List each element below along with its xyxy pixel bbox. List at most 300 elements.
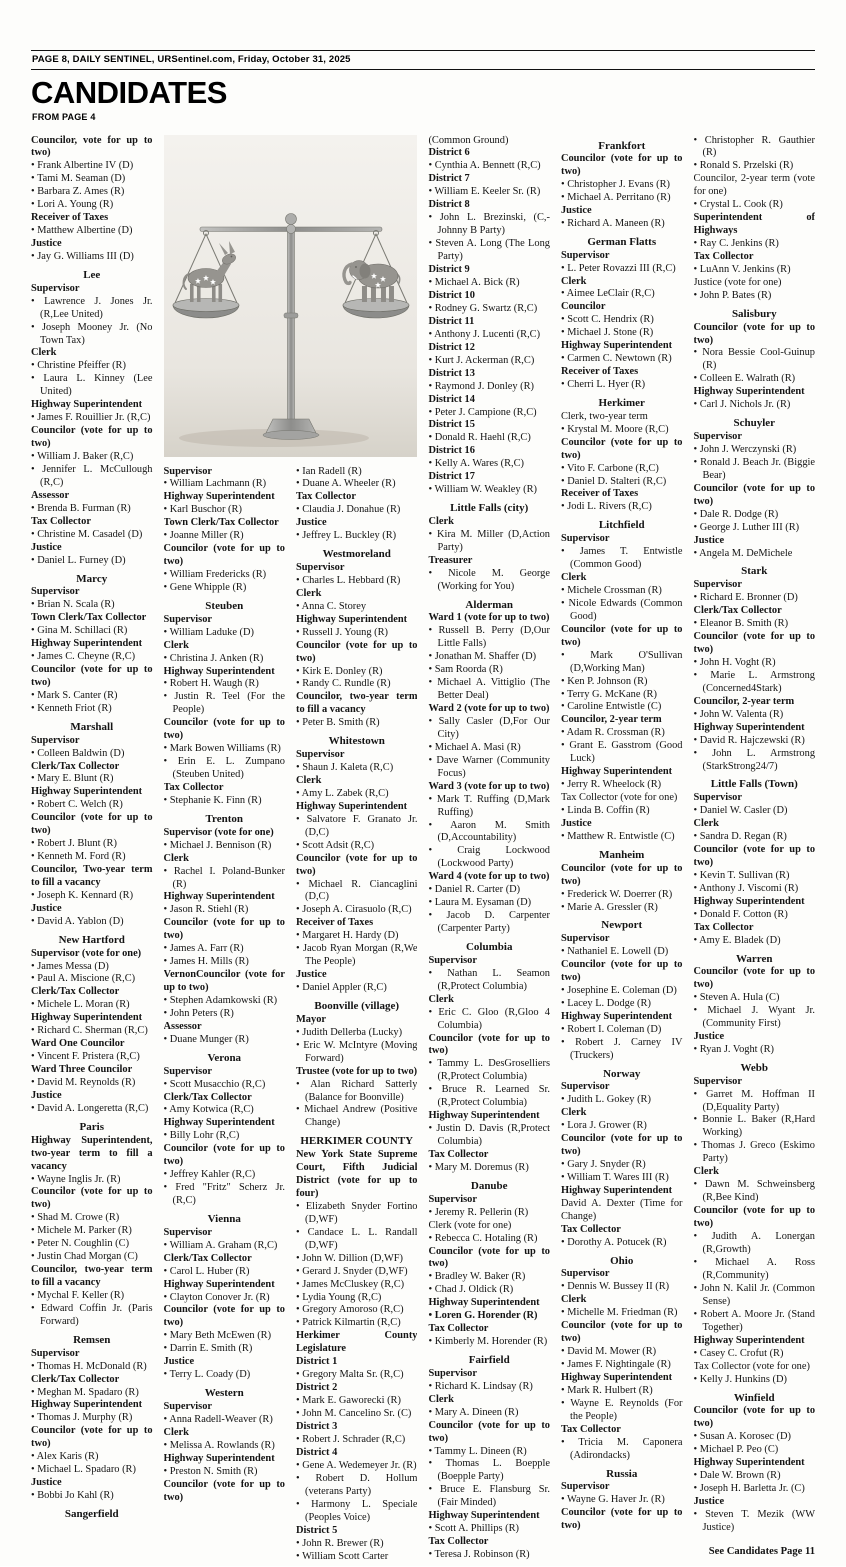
- candidate-name: Mychal F. Keller (R): [37, 1290, 125, 1302]
- office-header: Clerk: [428, 1393, 454, 1405]
- candidate-name: Chad J. Oldick (R): [434, 1284, 514, 1296]
- candidate-entry: [296, 1079, 417, 1105]
- candidate-entry: [164, 1169, 285, 1182]
- town-header: Newport: [601, 919, 643, 932]
- bullet-icon: •: [31, 412, 38, 424]
- candidate-name: Judith A. Lonergan (R,Growth): [702, 1231, 815, 1256]
- office-header: Councilor, 2-year term: [560, 714, 662, 726]
- office-header: Councilor (vote for up to two): [31, 425, 153, 450]
- candidate-entry: [561, 327, 683, 340]
- candidate-name: Lydia Young (R,C): [302, 1291, 382, 1303]
- bullet-icon: •: [31, 1451, 37, 1463]
- candidate-name: Scott Adsit (R,C): [302, 839, 375, 851]
- bullet-icon: •: [693, 134, 705, 146]
- candidate-name: John W. Dillion (D,WF): [302, 1252, 403, 1264]
- office-header: Assessor: [163, 1021, 202, 1032]
- candidate-name: David R. Hajczewski (R): [699, 734, 805, 746]
- candidate-entry: [428, 820, 550, 846]
- candidate-entry: [31, 199, 153, 212]
- candidate-entry: [428, 1446, 550, 1459]
- bullet-icon: •: [560, 475, 568, 487]
- bullet-icon: •: [296, 574, 303, 586]
- bullet-icon: •: [31, 1225, 38, 1237]
- bullet-icon: •: [428, 1406, 435, 1418]
- office-header: Ward Three Councilor: [31, 1064, 133, 1076]
- candidate-name: Sally Casler (D,For Our City): [437, 715, 550, 740]
- candidate-entry: [296, 717, 417, 730]
- bullet-icon: •: [296, 787, 302, 799]
- bullet-icon: •: [296, 1498, 312, 1510]
- bullet-icon: •: [296, 478, 303, 490]
- bullet-icon: •: [163, 1130, 170, 1142]
- office-header: Justice: [31, 1477, 62, 1489]
- candidate-name: Paul A. Miscione (R,C): [37, 973, 136, 985]
- office-header: Councilor (vote for up to two): [693, 1405, 815, 1430]
- candidate-entry: [31, 373, 153, 399]
- bullet-icon: •: [560, 262, 568, 274]
- candidate-name: Marie L. Armstrong (Concerned4Stark): [702, 669, 815, 694]
- candidate-entry: [428, 1407, 550, 1420]
- candidate-entry: [694, 992, 816, 1005]
- bullet-icon: •: [31, 1360, 38, 1372]
- bullet-icon: •: [31, 1386, 38, 1398]
- candidate-entry: [31, 1225, 153, 1238]
- bullet-icon: •: [296, 1226, 308, 1238]
- bullet-icon: •: [693, 399, 700, 411]
- bullet-icon: •: [296, 1395, 303, 1407]
- candidate-name: Randy C. Rundle (R): [302, 678, 391, 690]
- town-header: Sangerfield: [64, 1508, 119, 1521]
- bullet-icon: •: [163, 569, 170, 581]
- candidate-name: Scott C. Hendrix (R): [567, 314, 654, 326]
- bullet-icon: •: [693, 734, 700, 746]
- bullet-icon: •: [296, 1078, 311, 1090]
- bullet-icon: •: [163, 652, 170, 664]
- candidate-name: Margaret H. Hardy (D): [302, 930, 399, 942]
- bullet-icon: •: [31, 1464, 38, 1476]
- bullet-icon: •: [428, 212, 440, 224]
- candidate-name: Dorothy A. Potucek (R): [567, 1236, 667, 1248]
- candidate-name: Robert A. Moore Jr. (Stand Together): [700, 1308, 815, 1333]
- bullet-icon: •: [31, 199, 38, 211]
- candidate-name: Anthony J. Viscomi (R): [699, 882, 799, 894]
- candidate-entry: [694, 618, 816, 631]
- candidate-entry: [164, 1182, 285, 1208]
- bullet-icon: •: [693, 508, 700, 520]
- office-header: Councilor (vote for up to two): [560, 862, 683, 887]
- column-5: [561, 135, 683, 1567]
- candidate-entry: [31, 251, 153, 264]
- bullet-icon: •: [163, 943, 170, 955]
- candidate-name: Wayne Inglis Jr. (R): [37, 1173, 121, 1185]
- office-header: Supervisor: [560, 249, 610, 261]
- candidate-entry: [561, 218, 683, 231]
- candidate-entry: [694, 831, 816, 844]
- candidate-entry: [428, 1233, 550, 1246]
- candidate-entry: [561, 831, 683, 844]
- bullet-icon: •: [428, 406, 435, 418]
- candidate-name: Alex Karis (R): [36, 1451, 99, 1463]
- candidate-name: Kenneth Friot (R): [37, 702, 112, 714]
- office-header: Clerk: [163, 852, 189, 864]
- candidate-name: James Messa (D): [37, 960, 109, 972]
- office-header: Justice: [296, 969, 327, 981]
- office-header: VernonCouncilor (vote for up to two): [163, 969, 285, 994]
- page-title: CANDIDATES: [31, 74, 227, 110]
- candidate-entry: [31, 1490, 153, 1503]
- bullet-icon: •: [296, 1459, 303, 1471]
- bullet-icon: •: [296, 1434, 303, 1446]
- bullet-icon: •: [31, 1212, 38, 1224]
- candidate-entry: [164, 1343, 285, 1356]
- candidate-name: Kenneth M. Ford (R): [37, 851, 126, 863]
- office-header: Councilor (vote for up to two): [163, 1478, 285, 1503]
- candidate-entry: [164, 840, 285, 853]
- office-header: Ward 4 (vote for up to two): [428, 871, 550, 883]
- candidate-entry: [694, 1444, 816, 1457]
- bullet-icon: •: [296, 943, 303, 955]
- candidate-entry: [428, 884, 550, 897]
- office-header: Ward 2 (vote for up to two): [428, 702, 550, 714]
- office-header: Councilor: [560, 301, 606, 313]
- bullet-icon: •: [428, 1458, 446, 1470]
- candidate-entry: [31, 1387, 153, 1400]
- candidate-name: William J. Baker (R,C): [37, 451, 134, 463]
- town-header: Norway: [603, 1067, 641, 1080]
- office-header: Supervisor: [428, 954, 477, 966]
- candidate-entry: [694, 748, 816, 774]
- candidate-name: John J. Werczynski (R): [699, 443, 797, 455]
- candidate-entry: [31, 529, 153, 542]
- candidate-name: Ray C. Jenkins (R): [699, 238, 779, 250]
- candidate-name: Colleen Baldwin (D): [37, 747, 125, 759]
- town-header: Ohio: [610, 1254, 634, 1267]
- candidate-name: Joseph Mooney Jr. (No Town Tax): [40, 321, 153, 346]
- bullet-icon: •: [296, 717, 303, 729]
- bullet-icon: •: [693, 547, 700, 559]
- candidate-entry: [428, 677, 550, 703]
- text-line: David A. Dexter (Time for Change): [560, 1197, 683, 1222]
- candidate-name: David M. Reynolds (R): [37, 1077, 136, 1089]
- bullet-icon: •: [693, 1256, 716, 1268]
- candidate-entry: [428, 329, 550, 342]
- candidate-entry: [31, 1212, 153, 1225]
- office-header: Highway Superintendent: [560, 1184, 673, 1196]
- bullet-icon: •: [560, 179, 568, 191]
- candidate-name: Carl J. Nichols Jr. (R): [699, 399, 791, 411]
- candidate-entry: [561, 179, 683, 192]
- bullet-icon: •: [296, 813, 307, 825]
- candidate-entry: [561, 805, 683, 818]
- candidate-entry: [31, 973, 153, 986]
- candidate-entry: [694, 1257, 816, 1283]
- town-header: Manheim: [599, 848, 645, 861]
- candidate-name: Mark S. Canter (R): [37, 690, 118, 701]
- candidate-entry: [561, 1172, 683, 1185]
- office-header: Councilor (vote for up to two): [560, 436, 683, 461]
- bullet-icon: •: [31, 960, 38, 972]
- candidate-name: Richard K. Lindsay (R): [434, 1380, 533, 1392]
- bullet-icon: •: [296, 465, 303, 477]
- candidate-entry: [561, 1346, 683, 1359]
- office-header: District 4: [296, 1446, 338, 1458]
- bullet-icon: •: [428, 1523, 435, 1535]
- office-header: Town Clerk/Tax Collector: [163, 517, 279, 529]
- bullet-icon: •: [296, 1304, 303, 1316]
- candidate-name: Justin D. Davis (R,Protect Columbia): [436, 1123, 550, 1148]
- candidate-name: Teresa J. Robinson (R): [434, 1549, 530, 1561]
- candidate-name: Mary A. Dineen (R): [434, 1406, 519, 1418]
- text-line: Councilor, 2-year term (vote for one): [693, 173, 815, 198]
- office-header: Councilor (vote for up to two): [31, 1186, 153, 1211]
- office-header: Clerk/Tax Collector: [31, 1373, 120, 1385]
- candidate-entry: [561, 727, 683, 740]
- candidate-name: Scott Musacchio (R,C): [169, 1078, 266, 1090]
- candidate-entry: [428, 664, 550, 677]
- candidate-name: Laura M. Eysaman (D): [434, 897, 532, 909]
- bullet-icon: •: [693, 1140, 702, 1152]
- office-header: Supervisor: [560, 1081, 610, 1093]
- bullet-icon: •: [693, 199, 700, 211]
- office-header: Receiver of Taxes: [560, 366, 639, 378]
- bullet-icon: •: [31, 851, 38, 863]
- candidate-entry: [694, 1114, 816, 1140]
- candidate-name: Colleen E. Walrath (R): [699, 373, 796, 385]
- bullet-icon: •: [163, 1182, 176, 1194]
- candidate-name: Michael A. Bick (R): [434, 276, 520, 288]
- bullet-icon: •: [693, 1005, 708, 1017]
- candidate-entry: [428, 186, 550, 199]
- candidate-entry: [31, 1025, 153, 1038]
- candidate-name: Anna C. Storey: [301, 600, 367, 612]
- bullet-icon: •: [31, 1173, 38, 1185]
- bullet-icon: •: [163, 1291, 170, 1303]
- bullet-icon: •: [693, 831, 700, 842]
- bullet-icon: •: [693, 1431, 700, 1443]
- town-header: New Hartford: [58, 933, 125, 946]
- candidate-name: Christine M. Casadel (D): [37, 528, 143, 540]
- office-header: Councilor (vote for up to two): [31, 664, 153, 689]
- office-header: Clerk: [693, 818, 719, 830]
- column-3: [296, 466, 417, 1567]
- candidate-name: Jeffrey Kahler (R,C): [169, 1169, 256, 1181]
- bullet-icon: •: [31, 915, 38, 927]
- candidate-name: Gene A. Wedemeyer Jr. (R): [302, 1459, 417, 1471]
- candidate-entry: [561, 701, 683, 714]
- candidate-entry: [164, 1034, 285, 1047]
- office-header: District 11: [428, 315, 475, 327]
- candidate-name: George J. Luther III (R): [699, 521, 800, 533]
- candidate-name: Erin E. L. Zumpano (Steuben United): [172, 756, 285, 781]
- candidate-entry: [694, 1283, 816, 1309]
- candidate-name: James F. Rouillier Jr. (R,C): [37, 412, 151, 424]
- bullet-icon: •: [163, 1343, 170, 1355]
- candidate-name: Donald F. Cotton (R): [699, 908, 788, 920]
- candidate-entry: [428, 651, 550, 664]
- candidate-name: Michael A. Masi (R): [434, 741, 521, 753]
- candidate-name: Eric C. Gloo (R,Gloo 4 Columbia): [437, 1006, 550, 1031]
- candidate-name: Brian N. Scala (R): [37, 599, 115, 611]
- bullet-icon: •: [163, 1413, 170, 1425]
- candidate-name: Michael A. Ross (R,Community): [702, 1256, 815, 1281]
- bullet-icon: •: [296, 1317, 303, 1329]
- candidate-entry: [296, 814, 417, 840]
- office-header: Supervisor: [163, 1226, 213, 1238]
- office-header: Councilor (vote for up to two): [163, 1143, 285, 1168]
- candidate-name: Dave Warner (Community Focus): [436, 754, 550, 779]
- bullet-icon: •: [31, 528, 38, 540]
- candidate-entry: [694, 1309, 816, 1335]
- office-header: Highway Superintendent: [560, 1372, 673, 1384]
- candidate-entry: [694, 592, 816, 605]
- candidate-name: Peter J. Campione (R,C): [434, 406, 537, 418]
- candidate-name: Sam Roorda (R): [434, 664, 503, 676]
- candidate-entry: [428, 1058, 550, 1084]
- candidate-entry: [31, 1251, 153, 1264]
- town-header: Salisbury: [731, 307, 777, 320]
- bullet-icon: •: [428, 186, 435, 198]
- office-header: District 17: [428, 471, 475, 483]
- bullet-icon: •: [428, 1484, 440, 1496]
- candidate-name: William Laduke (D): [169, 626, 254, 638]
- candidate-entry: [694, 1348, 816, 1361]
- candidate-name: John Peters (R): [169, 1008, 234, 1020]
- bullet-icon: •: [31, 651, 38, 663]
- office-header: Councilor, two-year term to fill a vacancy: [31, 1264, 153, 1289]
- candidate-entry: [561, 424, 683, 437]
- candidate-entry: [428, 1310, 550, 1323]
- candidate-entry: [164, 569, 285, 582]
- office-header: Councilor (vote for up to two): [428, 1419, 550, 1444]
- bullet-icon: •: [31, 360, 38, 372]
- candidate-name: Craig Lockwood (Lockwood Party): [437, 845, 550, 870]
- office-header: Receiver of Taxes: [31, 212, 109, 224]
- candidate-name: Frederick W. Doerrer (R): [567, 888, 673, 900]
- candidate-entry: [31, 173, 153, 186]
- office-header: Highway Superintendent: [163, 491, 275, 503]
- candidate-entry: [428, 568, 550, 594]
- bullet-icon: •: [428, 1206, 435, 1218]
- candidate-name: Nathan L. Seamon (R,Protect Columbia): [437, 967, 550, 992]
- candidate-entry: [164, 1440, 285, 1453]
- bullet-icon: •: [428, 1058, 438, 1070]
- candidate-name: Russell B. Perry (D,Our Little Falls): [437, 625, 550, 650]
- candidate-name: John R. Brewer (R): [302, 1537, 384, 1549]
- office-header: Highway Superintendent: [296, 800, 408, 812]
- candidate-entry: [296, 1538, 417, 1551]
- office-header: Councilor (vote for up to two): [428, 1032, 550, 1057]
- candidate-name: Michele Crossman (R): [567, 584, 662, 596]
- candidate-entry: [31, 748, 153, 761]
- candidate-name: Christina J. Anken (R): [169, 652, 264, 664]
- bullet-icon: •: [31, 838, 38, 850]
- candidate-name: William Scott Carter: [302, 1550, 389, 1562]
- candidate-entry: [31, 160, 153, 173]
- candidate-entry: [694, 935, 816, 948]
- candidate-name: Robert J. Blunt (R): [37, 838, 117, 850]
- candidate-name: Steven A. Hula (C): [699, 992, 780, 1004]
- bullet-icon: •: [31, 799, 38, 811]
- candidate-entry: [31, 838, 153, 851]
- candidate-name: Kira M. Miller (D,Action Party): [437, 528, 550, 553]
- bullet-icon: •: [693, 1444, 700, 1456]
- candidate-entry: [561, 676, 683, 689]
- candidate-entry: [428, 716, 550, 742]
- candidate-name: Robert I. Coleman (D): [567, 1023, 662, 1035]
- candidate-name: Justin Chad Morgan (C): [37, 1251, 138, 1263]
- office-header: Supervisor: [560, 1268, 610, 1280]
- candidate-name: Duane A. Wheeler (R): [302, 478, 396, 490]
- office-header: Highway Superintendent: [163, 1117, 275, 1129]
- bullet-icon: •: [428, 1232, 435, 1244]
- office-header: Clerk/Tax Collector: [31, 986, 120, 998]
- bullet-icon: •: [31, 251, 38, 263]
- bullet-icon: •: [163, 1104, 170, 1116]
- office-header: Highway Superintendent: [560, 766, 673, 778]
- office-header: Highway Superintendent: [31, 638, 143, 650]
- candidate-name: Michael A. Vittiglio (The Better Deal): [437, 677, 550, 701]
- bullet-icon: •: [296, 839, 303, 851]
- candidate-entry: [561, 779, 683, 792]
- bullet-icon: •: [31, 702, 38, 714]
- office-header: Tax Collector: [31, 515, 91, 527]
- bullet-icon: •: [560, 779, 568, 791]
- bullet-icon: •: [560, 1397, 571, 1409]
- office-header: Clerk: [693, 1166, 719, 1178]
- candidate-name: Amy Kotwica (R,C): [169, 1104, 254, 1116]
- candidate-entry: [164, 504, 285, 517]
- office-header: Supervisor: [163, 465, 213, 477]
- candidate-entry: [428, 1162, 550, 1175]
- town-header: Marcy: [76, 572, 108, 585]
- candidate-entry: [428, 910, 550, 936]
- bullet-icon: •: [31, 1238, 38, 1250]
- office-header: District 15: [428, 419, 475, 431]
- candidate-entry: [694, 1005, 816, 1031]
- bullet-icon: •: [163, 691, 175, 703]
- candidate-entry: [296, 504, 417, 517]
- candidate-entry: [164, 1008, 285, 1021]
- bullet-icon: •: [560, 831, 568, 842]
- bullet-icon: •: [693, 1043, 700, 1055]
- candidate-entry: [31, 1412, 153, 1425]
- bullet-icon: •: [296, 1104, 305, 1116]
- office-header: Councilor (vote for up to two): [163, 1304, 285, 1329]
- candidate-entry: [561, 598, 683, 624]
- candidate-entry: [428, 1381, 550, 1394]
- office-header: Clerk: [560, 1107, 587, 1119]
- candidate-entry: [694, 290, 816, 303]
- bullet-icon: •: [560, 288, 567, 300]
- candidate-entry: [296, 1408, 417, 1421]
- bullet-icon: •: [693, 592, 700, 604]
- candidate-entry: [31, 1303, 153, 1329]
- candidate-entry: [164, 653, 285, 666]
- office-header: Superintendent of Highways: [693, 212, 815, 237]
- office-header: Ward 1 (vote for up to two): [428, 612, 550, 624]
- bullet-icon: •: [163, 756, 178, 768]
- office-header: Clerk/Tax Collector: [163, 1091, 252, 1103]
- candidate-name: Ken P. Johnson (R): [567, 675, 648, 687]
- candidate-name: Thomas H. McDonald (R): [37, 1360, 147, 1372]
- candidate-name: Bonnie L. Baker (R,Hard Working): [702, 1114, 815, 1139]
- candidate-entry: [561, 476, 683, 489]
- bullet-icon: •: [693, 160, 700, 172]
- office-header: Justice: [560, 818, 592, 830]
- bullet-icon: •: [560, 1494, 568, 1506]
- bullet-icon: •: [560, 1385, 568, 1397]
- candidate-name: David A. Longeretta (R,C): [37, 1103, 149, 1115]
